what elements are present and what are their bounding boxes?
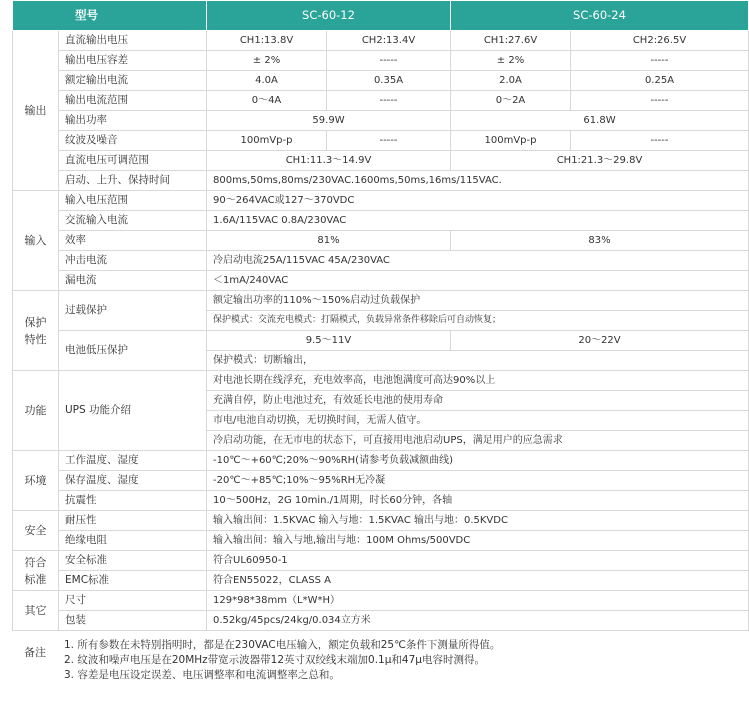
row-label: 过载保护: [59, 291, 207, 331]
cell: 0.35A: [327, 71, 451, 91]
row-label: 绝缘电阻: [59, 531, 207, 551]
table-row: [13, 551, 749, 571]
cell: 冷启动功能，在无市电的状态下，可直接用电池启动UPS，满足用户的应急需求: [207, 431, 749, 451]
row-label: 纹波及噪音: [59, 131, 207, 151]
row-label: 耐压性: [59, 511, 207, 531]
cell: 输入输出间：1.5KVAC 输入与地：1.5KVAC 输出与地：0.5KVDC: [207, 511, 749, 531]
cell: 市电/电池自动切换，无切换时间，无需人值守。: [207, 411, 749, 431]
cell: 10～500Hz，2G 10min./1周期，时长60分钟，各轴: [207, 491, 749, 511]
cell: 81%: [207, 231, 451, 251]
table-row: [13, 611, 749, 631]
model-a-header: SC-60-12: [207, 1, 451, 31]
category-input: 输入: [13, 191, 59, 291]
table-row: [13, 511, 749, 531]
table-row: [13, 71, 749, 91]
row-label: 保存温度、湿度: [59, 471, 207, 491]
table-row: [13, 451, 749, 471]
table-row: [13, 171, 749, 191]
cell: -----: [327, 51, 451, 71]
cell: 800ms,50ms,80ms/230VAC.1600ms,50ms,16ms/115VAC.: [207, 171, 749, 191]
cell: -----: [571, 131, 749, 151]
row-label: 工作温度、湿度: [59, 451, 207, 471]
row-label: 尺寸: [59, 591, 207, 611]
note-line-3: 3. 容差是电压设定误差、电压调整率和电流调整率之总和。: [64, 669, 340, 681]
category-protection-line2: 特性: [24, 332, 47, 346]
cell: 符合EN55022，CLASS A: [207, 571, 749, 591]
table-row: [13, 591, 749, 611]
category-compliance: [13, 551, 59, 591]
table-row: [13, 571, 749, 591]
model-label: 型号: [13, 1, 207, 31]
cell: 20～22V: [451, 331, 749, 351]
cell: 83%: [451, 231, 749, 251]
cell: ± 2%: [451, 51, 571, 71]
cell: 2.0A: [451, 71, 571, 91]
row-label: 抗震性: [59, 491, 207, 511]
row-label: 输出电压容差: [59, 51, 207, 71]
row-label: 安全标准: [59, 551, 207, 571]
row-label: 额定输出电流: [59, 71, 207, 91]
cell: 9.5～11V: [207, 331, 451, 351]
table-row: [13, 131, 749, 151]
cell: 0～4A: [207, 91, 327, 111]
cell: -----: [327, 131, 451, 151]
category-compliance-line2: 标准: [24, 572, 47, 586]
row-label: UPS 功能介绍: [59, 371, 207, 451]
cell: 0.52kg/45pcs/24kg/0.034立方米: [207, 611, 749, 631]
row-label: 启动、上升、保持时间: [59, 171, 207, 191]
note-line-2: 2. 纹波和噪声电压是在20MHz带宽示波器带12英寸双绞线末端加0.1μ和47μ电容时测得。: [64, 654, 485, 666]
category-other: 其它: [13, 591, 59, 631]
cell: 充满自停，防止电池过充，有效延长电池的使用寿命: [207, 391, 749, 411]
model-b-header: SC-60-24: [451, 1, 749, 31]
cell: ± 2%: [207, 51, 327, 71]
table-row: [13, 191, 749, 211]
row-label: 冲击电流: [59, 251, 207, 271]
cell: -----: [571, 51, 749, 71]
table-row: [13, 211, 749, 231]
cell: -----: [571, 91, 749, 111]
category-output: 输出: [13, 31, 59, 191]
row-label: 电池低压保护: [59, 331, 207, 371]
row-label: 输出功率: [59, 111, 207, 131]
spec-table: [12, 0, 749, 631]
table-row: [13, 491, 749, 511]
cell: 1.6A/115VAC 0.8A/230VAC: [207, 211, 749, 231]
row-label: 直流输出电压: [59, 31, 207, 51]
cell: 0～2A: [451, 91, 571, 111]
header-row: [13, 1, 749, 31]
cell: 59.9W: [207, 111, 451, 131]
table-row: [13, 111, 749, 131]
cell: -----: [327, 91, 451, 111]
table-row: [13, 231, 749, 251]
cell: CH1:13.8V: [207, 31, 327, 51]
table-row: [13, 91, 749, 111]
notes-label: 备注: [24, 646, 46, 659]
cell: 对电池长期在线浮充，充电效率高，电池饱满度可高达90%以上: [207, 371, 749, 391]
row-label: EMC标准: [59, 571, 207, 591]
category-environment: 环境: [13, 451, 59, 511]
cell: 100mVp-p: [451, 131, 571, 151]
cell: CH1:27.6V: [451, 31, 571, 51]
table-row: [13, 51, 749, 71]
cell: 输入输出间：输入与地,输出与地：100M Ohms/500VDC: [207, 531, 749, 551]
table-row: [13, 471, 749, 491]
table-row: [13, 331, 749, 351]
cell: 4.0A: [207, 71, 327, 91]
cell: 保护模式：交流充电模式：打隔模式，负载异常条件移除后可自动恢复；: [207, 311, 749, 331]
cell: 61.8W: [451, 111, 749, 131]
row-label: 漏电流: [59, 271, 207, 291]
category-protection-line1: 保护: [24, 315, 47, 329]
cell: -10℃～+60℃;20%～90%RH(请参考负载减额曲线): [207, 451, 749, 471]
row-label: 包装: [59, 611, 207, 631]
category-function: 功能: [13, 371, 59, 451]
notes-lines: [64, 638, 500, 683]
cell: 0.25A: [571, 71, 749, 91]
category-protection: [13, 291, 59, 371]
note-line-1: 1. 所有参数在未特别指明时，都是在230VAC电压输入，额定负载和25℃条件下测量所得值。: [64, 639, 501, 651]
cell: 129*98*38mm（L*W*H）: [207, 591, 749, 611]
row-label: 交流输入电流: [59, 211, 207, 231]
cell: 符合UL60950-1: [207, 551, 749, 571]
row-label: 效率: [59, 231, 207, 251]
cell: 100mVp-p: [207, 131, 327, 151]
table-row: [13, 291, 749, 311]
cell: CH2:13.4V: [327, 31, 451, 51]
cell: ＜1mA/240VAC: [207, 271, 749, 291]
spec-table-container: [12, 0, 748, 631]
cell: CH1:11.3～14.9V: [207, 151, 451, 171]
cell: CH1:21.3～29.8V: [451, 151, 749, 171]
category-safety: 安全: [13, 511, 59, 551]
row-label: 直流电压可调范围: [59, 151, 207, 171]
cell: 额定输出功率的110%～150%启动过负载保护: [207, 291, 749, 311]
cell: 保护模式：切断输出，: [207, 351, 749, 371]
table-row: [13, 31, 749, 51]
table-row: [13, 251, 749, 271]
row-label: 输出电流范围: [59, 91, 207, 111]
row-label: 输入电压范围: [59, 191, 207, 211]
category-compliance-line1: 符合: [24, 555, 47, 569]
table-row: [13, 271, 749, 291]
cell: -20℃～+85℃;10%～95%RH无冷凝: [207, 471, 749, 491]
table-row: [13, 151, 749, 171]
cell: CH2:26.5V: [571, 31, 749, 51]
cell: 冷启动电流25A/115VAC 45A/230VAC: [207, 251, 749, 271]
table-row: [13, 531, 749, 551]
cell: 90～264VAC或127～370VDC: [207, 191, 749, 211]
table-row: [13, 371, 749, 391]
